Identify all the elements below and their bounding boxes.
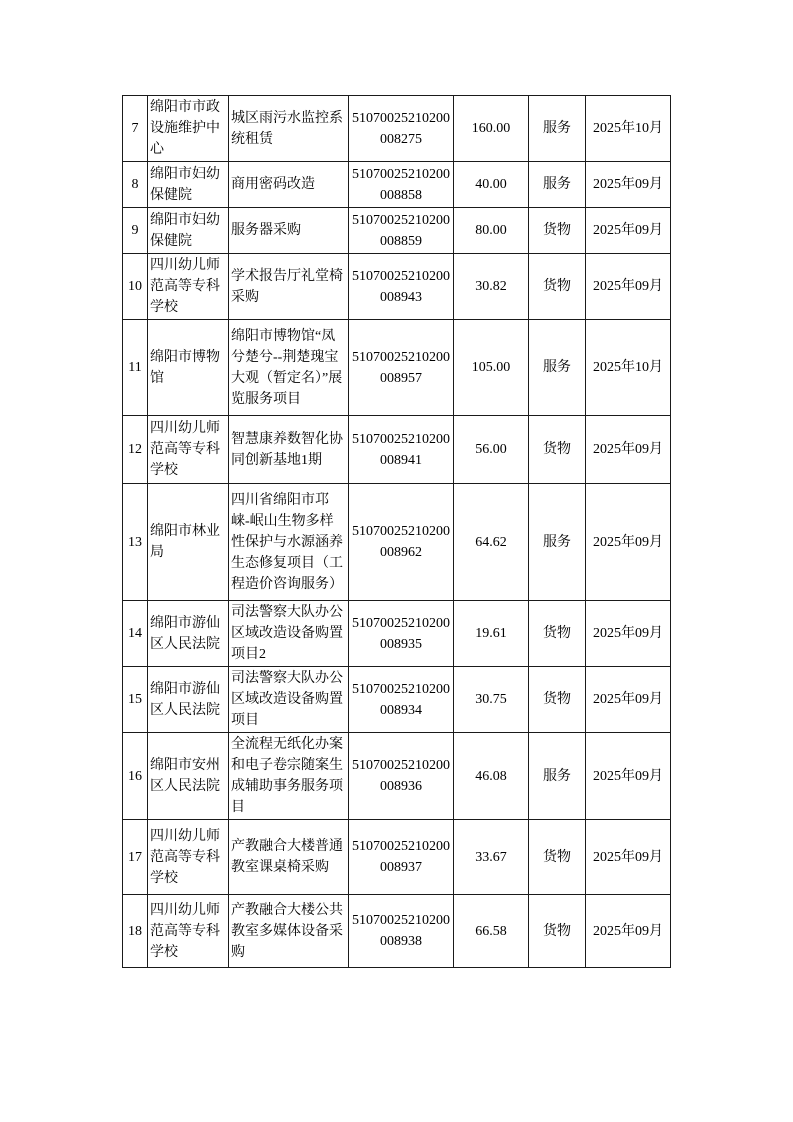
table-row bbox=[123, 96, 671, 162]
row-number-cell: 7 bbox=[123, 96, 148, 162]
project-name-cell: 学术报告厅礼堂椅采购 bbox=[229, 254, 349, 320]
table-row bbox=[123, 416, 671, 484]
project-code-cell: 51070025210200008941 bbox=[349, 416, 454, 484]
project-name-cell: 服务器采购 bbox=[229, 208, 349, 254]
table-row bbox=[123, 320, 671, 416]
project-code-cell: 51070025210200008938 bbox=[349, 895, 454, 968]
date-cell: 2025年10月 bbox=[586, 320, 671, 416]
table-row bbox=[123, 667, 671, 733]
table-row bbox=[123, 733, 671, 820]
buyer-cell: 绵阳市妇幼保健院 bbox=[148, 208, 229, 254]
buyer-cell: 四川幼儿师范高等专科学校 bbox=[148, 895, 229, 968]
table-row bbox=[123, 484, 671, 601]
type-cell: 货物 bbox=[529, 667, 586, 733]
row-number-cell: 16 bbox=[123, 733, 148, 820]
type-cell: 服务 bbox=[529, 733, 586, 820]
type-cell: 货物 bbox=[529, 416, 586, 484]
amount-cell: 30.75 bbox=[454, 667, 529, 733]
project-name-cell: 智慧康养数智化协同创新基地1期 bbox=[229, 416, 349, 484]
table-row bbox=[123, 820, 671, 895]
date-cell: 2025年09月 bbox=[586, 601, 671, 667]
amount-cell: 105.00 bbox=[454, 320, 529, 416]
buyer-cell: 四川幼儿师范高等专科学校 bbox=[148, 416, 229, 484]
project-code-cell: 51070025210200008859 bbox=[349, 208, 454, 254]
row-number-cell: 10 bbox=[123, 254, 148, 320]
project-name-cell: 司法警察大队办公区域改造设备购置项目 bbox=[229, 667, 349, 733]
type-cell: 货物 bbox=[529, 601, 586, 667]
amount-cell: 66.58 bbox=[454, 895, 529, 968]
type-cell: 货物 bbox=[529, 254, 586, 320]
date-cell: 2025年09月 bbox=[586, 820, 671, 895]
table-row bbox=[123, 162, 671, 208]
table-row bbox=[123, 208, 671, 254]
buyer-cell: 绵阳市市政设施维护中心 bbox=[148, 96, 229, 162]
project-name-cell: 司法警察大队办公区域改造设备购置项目2 bbox=[229, 601, 349, 667]
project-name-cell: 产教融合大楼公共教室多媒体设备采购 bbox=[229, 895, 349, 968]
project-code-cell: 51070025210200008934 bbox=[349, 667, 454, 733]
table-row bbox=[123, 895, 671, 968]
date-cell: 2025年09月 bbox=[586, 208, 671, 254]
buyer-cell: 绵阳市游仙区人民法院 bbox=[148, 667, 229, 733]
buyer-cell: 绵阳市博物馆 bbox=[148, 320, 229, 416]
row-number-cell: 11 bbox=[123, 320, 148, 416]
buyer-cell: 四川幼儿师范高等专科学校 bbox=[148, 820, 229, 895]
amount-cell: 40.00 bbox=[454, 162, 529, 208]
project-name-cell: 全流程无纸化办案和电子卷宗随案生成辅助事务服务项目 bbox=[229, 733, 349, 820]
row-number-cell: 14 bbox=[123, 601, 148, 667]
project-name-cell: 绵阳市博物馆“凤兮楚兮--荆楚瑰宝大观（暂定名）”展览服务项目 bbox=[229, 320, 349, 416]
buyer-cell: 绵阳市游仙区人民法院 bbox=[148, 601, 229, 667]
amount-cell: 46.08 bbox=[454, 733, 529, 820]
date-cell: 2025年09月 bbox=[586, 667, 671, 733]
project-code-cell: 51070025210200008936 bbox=[349, 733, 454, 820]
type-cell: 服务 bbox=[529, 320, 586, 416]
type-cell: 服务 bbox=[529, 96, 586, 162]
date-cell: 2025年09月 bbox=[586, 733, 671, 820]
amount-cell: 30.82 bbox=[454, 254, 529, 320]
date-cell: 2025年09月 bbox=[586, 254, 671, 320]
project-code-cell: 51070025210200008957 bbox=[349, 320, 454, 416]
row-number-cell: 15 bbox=[123, 667, 148, 733]
amount-cell: 33.67 bbox=[454, 820, 529, 895]
amount-cell: 56.00 bbox=[454, 416, 529, 484]
project-code-cell: 51070025210200008937 bbox=[349, 820, 454, 895]
row-number-cell: 13 bbox=[123, 484, 148, 601]
project-code-cell: 51070025210200008275 bbox=[349, 96, 454, 162]
type-cell: 服务 bbox=[529, 484, 586, 601]
buyer-cell: 四川幼儿师范高等专科学校 bbox=[148, 254, 229, 320]
project-code-cell: 51070025210200008935 bbox=[349, 601, 454, 667]
row-number-cell: 12 bbox=[123, 416, 148, 484]
type-cell: 货物 bbox=[529, 208, 586, 254]
buyer-cell: 绵阳市林业局 bbox=[148, 484, 229, 601]
amount-cell: 64.62 bbox=[454, 484, 529, 601]
date-cell: 2025年10月 bbox=[586, 96, 671, 162]
project-code-cell: 51070025210200008858 bbox=[349, 162, 454, 208]
row-number-cell: 18 bbox=[123, 895, 148, 968]
amount-cell: 80.00 bbox=[454, 208, 529, 254]
amount-cell: 160.00 bbox=[454, 96, 529, 162]
buyer-cell: 绵阳市妇幼保健院 bbox=[148, 162, 229, 208]
project-name-cell: 城区雨污水监控系统租赁 bbox=[229, 96, 349, 162]
project-code-cell: 51070025210200008943 bbox=[349, 254, 454, 320]
project-name-cell: 四川省绵阳市邛崃-岷山生物多样性保护与水源涵养生态修复项目（工程造价咨询服务） bbox=[229, 484, 349, 601]
project-name-cell: 产教融合大楼普通教室课桌椅采购 bbox=[229, 820, 349, 895]
amount-cell: 19.61 bbox=[454, 601, 529, 667]
row-number-cell: 8 bbox=[123, 162, 148, 208]
table-row bbox=[123, 254, 671, 320]
date-cell: 2025年09月 bbox=[586, 416, 671, 484]
row-number-cell: 17 bbox=[123, 820, 148, 895]
type-cell: 服务 bbox=[529, 162, 586, 208]
type-cell: 货物 bbox=[529, 895, 586, 968]
buyer-cell: 绵阳市安州区人民法院 bbox=[148, 733, 229, 820]
procurement-table bbox=[122, 95, 671, 968]
project-name-cell: 商用密码改造 bbox=[229, 162, 349, 208]
table-row bbox=[123, 601, 671, 667]
type-cell: 货物 bbox=[529, 820, 586, 895]
project-code-cell: 51070025210200008962 bbox=[349, 484, 454, 601]
date-cell: 2025年09月 bbox=[586, 895, 671, 968]
row-number-cell: 9 bbox=[123, 208, 148, 254]
date-cell: 2025年09月 bbox=[586, 484, 671, 601]
date-cell: 2025年09月 bbox=[586, 162, 671, 208]
